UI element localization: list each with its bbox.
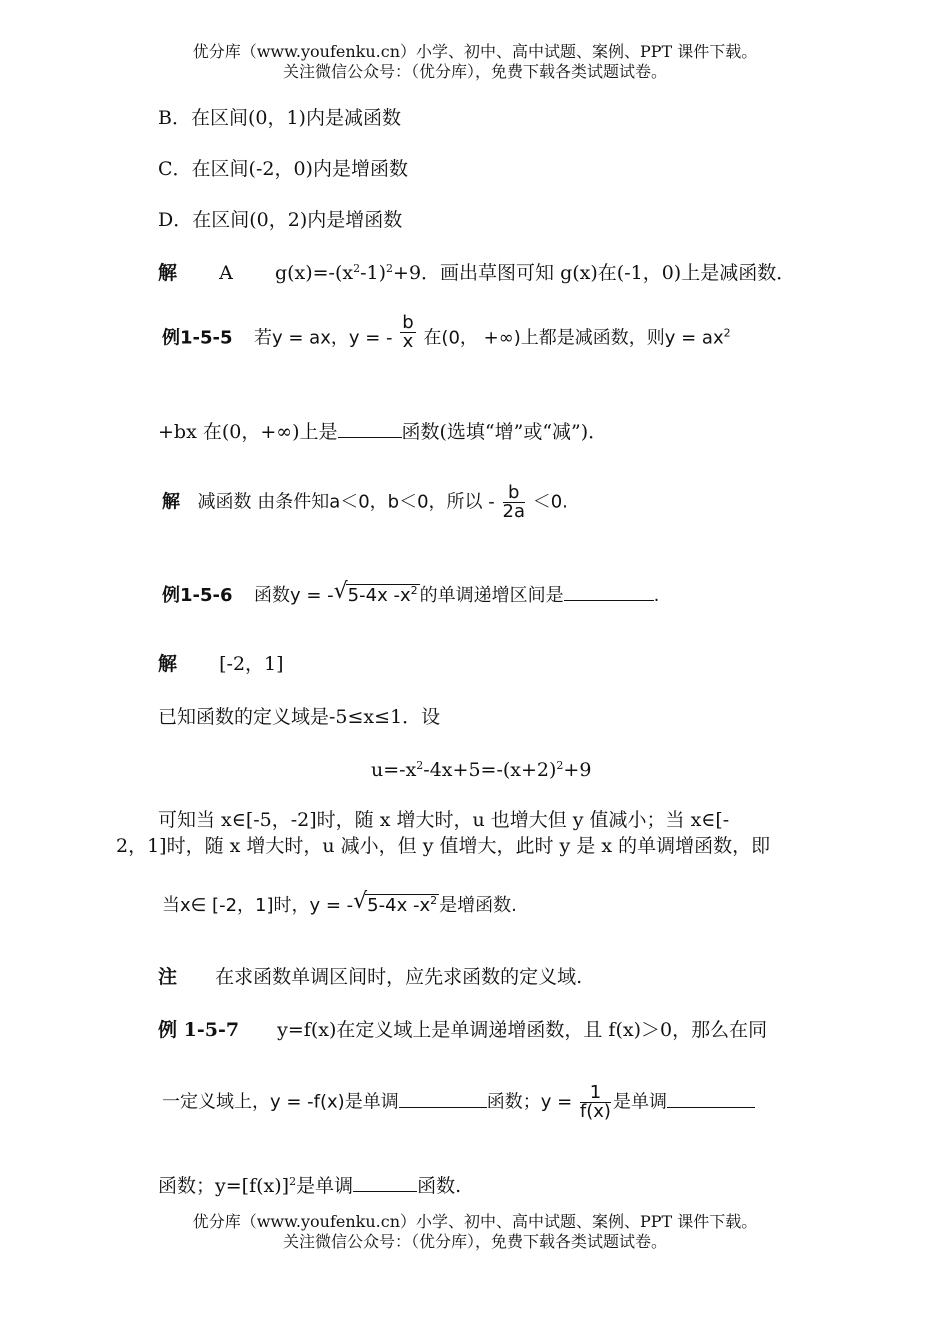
fraction-numerator: b [402, 312, 414, 333]
example-line2-text-c: 是单调 [612, 1091, 667, 1113]
example-line2-text-a: 一定义域上，y = -f(x)是单调 [162, 1091, 399, 1113]
note-label: 注 [158, 966, 178, 988]
solution-answer: A [219, 262, 233, 284]
paragraph-line3 [162, 889, 517, 918]
example-text-a: 函数y = - [253, 585, 334, 606]
example-1-5-7-line3 [158, 1173, 461, 1198]
answer-blank[interactable] [667, 1089, 755, 1108]
page-header-line2: 关注微信公众号：（优分库），免费下载各类试题试卷。 [282, 62, 667, 81]
solution-label: 解 [158, 653, 178, 675]
example-label: 例1-5-5 [162, 327, 233, 349]
radicand: 5-4x -x [367, 895, 431, 916]
example-line3-text-b: 是单调 [296, 1175, 354, 1197]
answer-blank[interactable] [338, 419, 402, 438]
paragraph-text-a: 当x∈ [-2，1]时，y = - [162, 895, 354, 916]
radicand: 5-4x -x [347, 585, 411, 606]
exponent: 2 [289, 1175, 297, 1188]
exponent: 2 [386, 262, 394, 275]
example-text: y=f(x)在定义域上是单调递增函数，且 f(x)＞0，那么在同 [277, 1019, 768, 1041]
solution-1-5-6 [158, 652, 284, 676]
equation-text-b: -4x+5=-(x+2) [423, 759, 557, 781]
option-d: D．在区间(0，2)内是增函数 [158, 209, 403, 231]
equation-text-c: +9 [563, 759, 592, 781]
example-1-5-5 [162, 312, 731, 352]
example-line2-text-b: 函数；y = [486, 1091, 573, 1113]
solution-answer: [-2，1] [219, 653, 284, 675]
note [158, 965, 582, 989]
solution-text-b: ＜0. [532, 491, 568, 513]
answer-blank[interactable] [353, 1173, 417, 1192]
solution-text-b: -1) [360, 262, 387, 284]
example-text-end: . [653, 585, 660, 606]
example-line2-text-a: +bx 在(0，+∞)上是 [158, 421, 338, 443]
fraction-1-over-fx [580, 1084, 611, 1121]
fraction-denominator: 2a [502, 501, 525, 522]
example-line3-text-a: 函数；y=[f(x)] [158, 1175, 290, 1197]
example-1-5-7 [158, 1018, 767, 1042]
exponent: 2 [556, 759, 564, 772]
fraction-b-over-2a [503, 484, 525, 521]
note-text: 在求函数单调区间时，应先求函数的定义域. [215, 966, 583, 988]
answer-blank[interactable] [399, 1089, 487, 1108]
solution-text-c: +9．画出草图可知 g(x)在(-1，0)上是减函数． [393, 262, 796, 284]
equation-u [371, 758, 591, 782]
fraction-numerator: b [503, 484, 525, 503]
solution-text-a: 减函数 由条件知a＜0，b＜0，所以 - [197, 491, 495, 513]
fraction-denominator: f(x) [579, 1101, 611, 1122]
solution-4 [158, 261, 795, 285]
solution-text-a: g(x)=-(x [274, 262, 354, 284]
page-header-line1: 优分库（www.youfenku.cn）小学、初中、高中试题、案例、PPT 课件下载。 [192, 42, 758, 61]
exponent: 2 [430, 894, 438, 907]
page-footer-line2: 关注微信公众号：（优分库），免费下载各类试题试卷。 [282, 1232, 667, 1251]
example-1-5-5-line2 [158, 419, 607, 444]
example-line3-text-c: 函数. [417, 1175, 462, 1197]
example-1-5-6 [162, 579, 660, 608]
example-1-5-7-line2 [162, 1084, 755, 1121]
solution-1-5-5 [162, 484, 568, 521]
paragraph-text-b: 是增函数. [439, 895, 517, 916]
fraction-b-over-x [400, 314, 415, 351]
paragraph-domain: 已知函数的定义域是-5≤x≤1．设 [158, 706, 441, 728]
example-label: 例1-5-6 [162, 585, 233, 606]
solution-label: 解 [162, 491, 180, 513]
exponent: 2 [353, 262, 361, 275]
equation-text-a: u=-x [371, 759, 417, 781]
solution-label: 解 [158, 262, 178, 284]
example-text-a: 若y = ax，y = - [253, 327, 393, 349]
example-text-b: 在(0， +∞)上都是减函数，则y = ax [423, 327, 724, 349]
fraction-denominator: x [402, 331, 414, 352]
exponent: 2 [416, 759, 424, 772]
page-footer-line1: 优分库（www.youfenku.cn）小学、初中、高中试题、案例、PPT 课件下载。 [192, 1212, 758, 1231]
option-b: B．在区间(0，1)内是减函数 [158, 107, 401, 129]
fraction-numerator: 1 [580, 1084, 611, 1103]
example-text-b: 的单调递增区间是 [419, 585, 564, 606]
option-c: C．在区间(-2，0)内是增函数 [158, 158, 408, 180]
answer-blank[interactable] [564, 582, 654, 601]
exponent: 2 [410, 584, 418, 597]
square-root: √ 5-4x $-x^2$ [353, 889, 438, 916]
paragraph-line1: 可知当 x∈[-5，-2]时，随 x 增大时，u 也增大但 y 值减小；当 x∈[- [158, 809, 730, 831]
square-root: √ 5-4x $-x^2$ [333, 579, 418, 606]
example-label: 例 1-5-7 [158, 1019, 240, 1041]
paragraph-line2: 2，1]时，随 x 增大时，u 减小，但 y 值增大，此时 y 是 x 的单调增函数，即 [116, 835, 771, 857]
exponent: 2 [723, 326, 731, 340]
example-line2-text-b: 函数(选填“增”或“减”)． [401, 421, 608, 443]
